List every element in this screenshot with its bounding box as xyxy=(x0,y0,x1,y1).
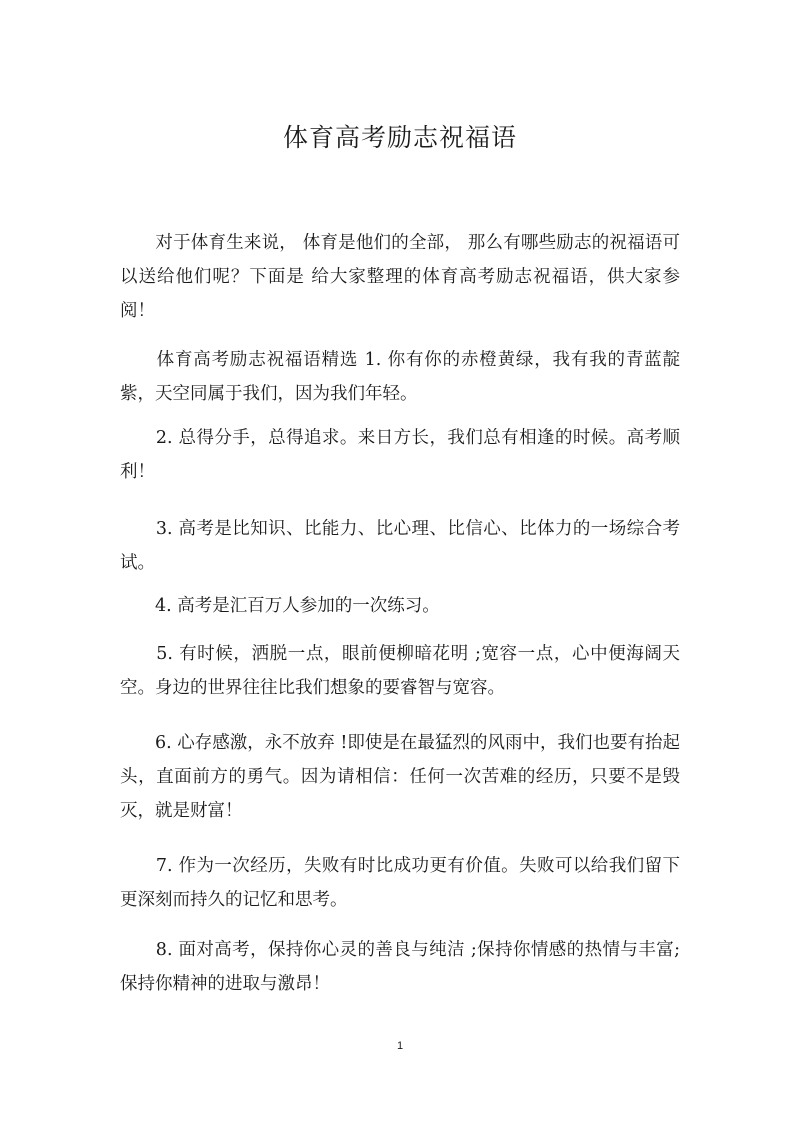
blessing-paragraph-1: 体育高考励志祝福语精选 1. 你有你的赤橙黄绿，我有我的青蓝靛紫，天空同属于我们，因为我们年轻。 xyxy=(120,350,680,404)
blessing-paragraph-2: 2. 总得分手，总得追求。来日方长，我们总有相逢的时候。高考顺利！ xyxy=(120,428,680,482)
blessing-paragraph-4: 4. 高考是汇百万人参加的一次练习。 xyxy=(120,596,440,616)
blessing-paragraph-6: 6. 心存感激，永不放弃 !即使是在最猛烈的风雨中，我们也要有抬起头，直面前方的勇气。因为请相信：任何一次苦难的经历，只要不是毁灭，就是财富！ xyxy=(120,733,680,821)
blessing-paragraph-8: 8. 面对高考，保持你心灵的善良与纯洁 ;保持你情感的热情与丰富;保持你精神的进取与激昂！ xyxy=(120,940,680,994)
blessing-paragraph-3: 3. 高考是比知识、比能力、比心理、比信心、比体力的一场综合考试。 xyxy=(120,519,680,573)
blessing-paragraph-5: 5. 有时候，洒脱一点，眼前便柳暗花明 ;宽容一点，心中便海阔天空。身边的世界往往比我们想象的要睿智与宽容。 xyxy=(120,644,680,698)
page-number: 1 xyxy=(396,1040,404,1052)
document-title: 体育高考励志祝福语 xyxy=(282,123,517,152)
blessing-paragraph-7: 7. 作为一次经历，失败有时比成功更有价值。失败可以给我们留下更深刻而持久的记忆和思考。 xyxy=(120,856,680,910)
intro-paragraph: 对于体育生来说， 体育是他们的全部， 那么有哪些励志的祝福语可以送给他们呢？下面是 给大家整理的体育高考励志祝福语，供大家参阅！ xyxy=(120,233,680,321)
